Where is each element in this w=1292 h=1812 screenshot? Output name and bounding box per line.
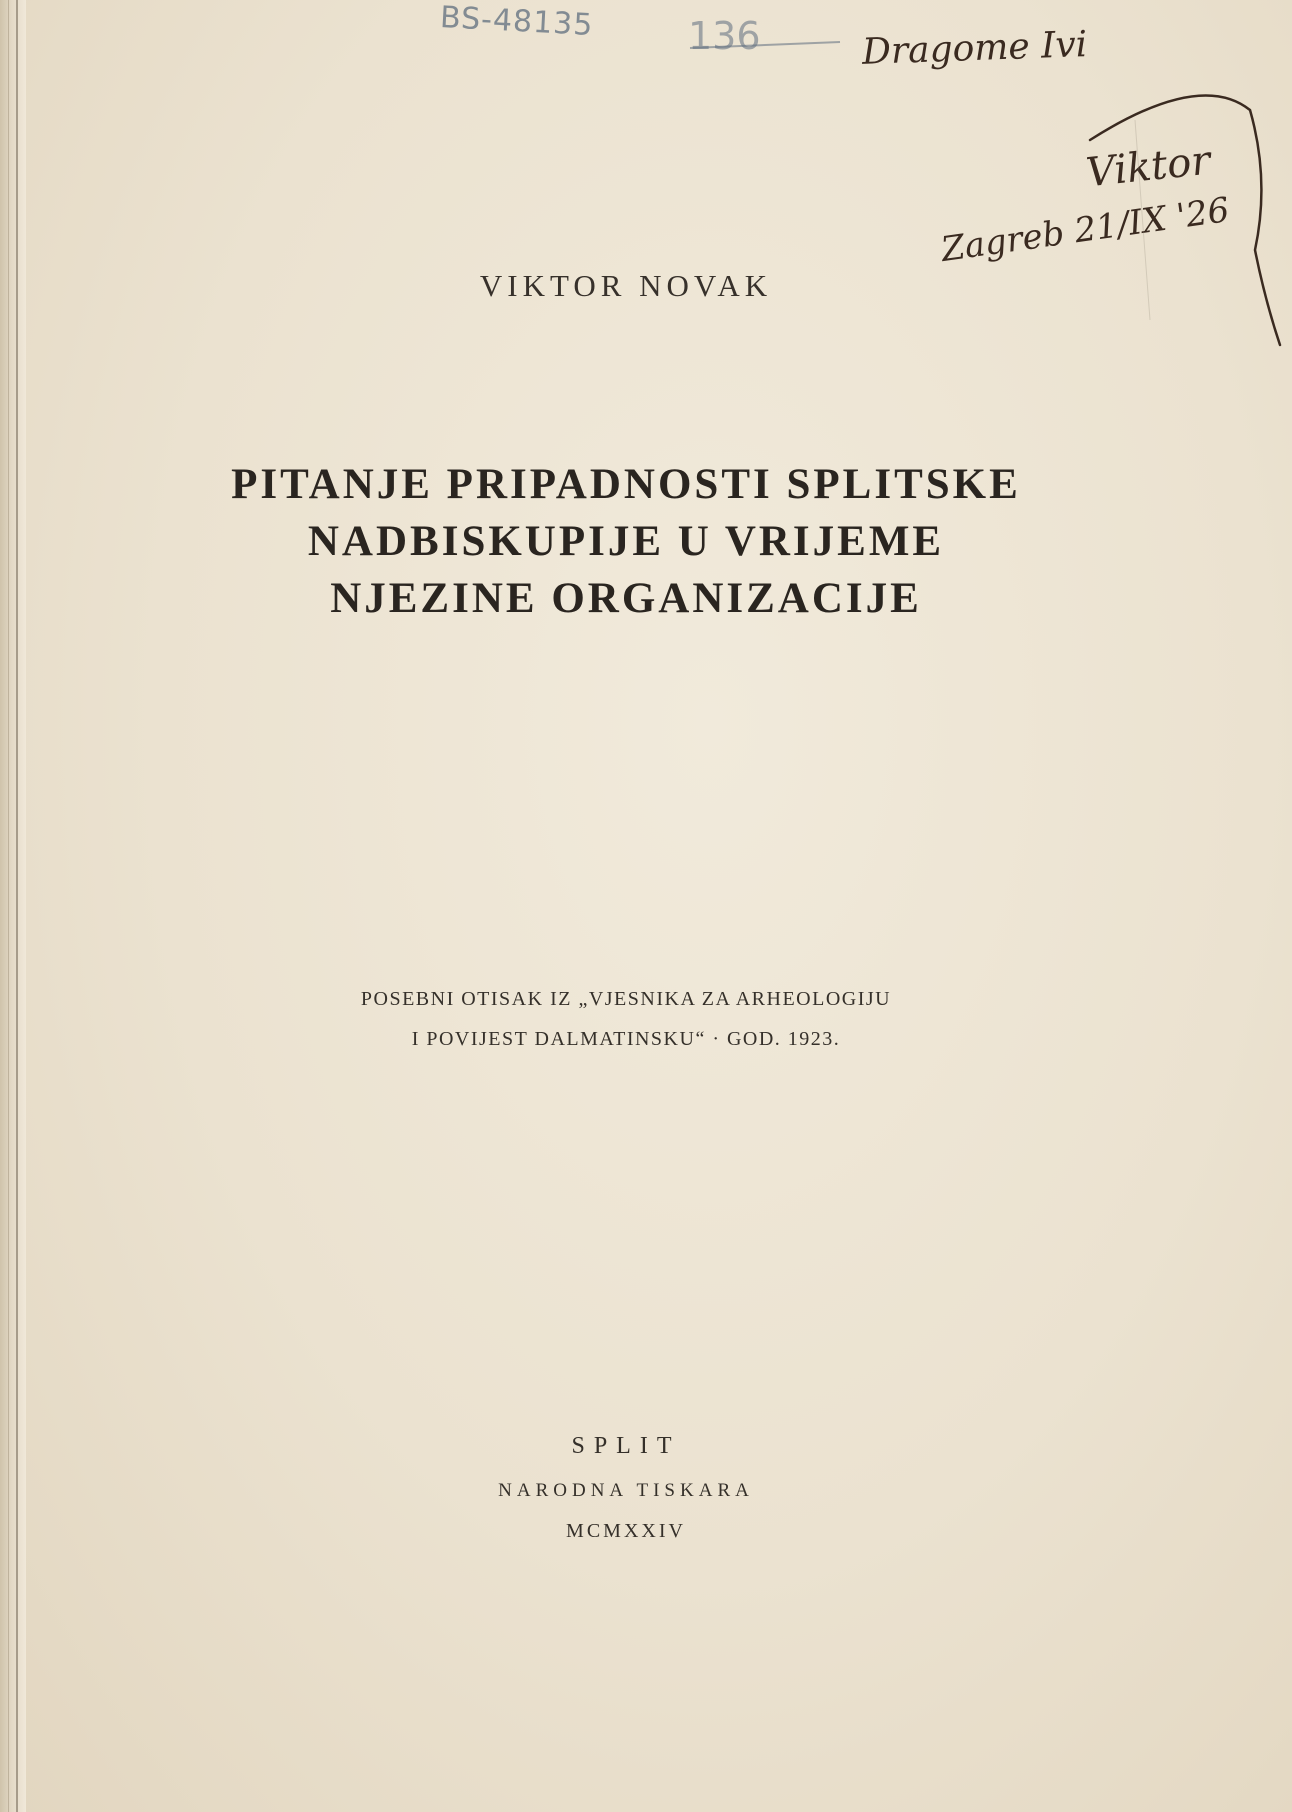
reverse-side-show-through [150, 630, 1010, 747]
pencil-number-note: 136 [688, 14, 761, 58]
handwritten-dedication-line: Dragome Ivi [861, 24, 1088, 73]
author-name: VIKTOR NOVAK [479, 268, 773, 303]
handwritten-place-date: Zagreb 21/IX '26 [938, 189, 1232, 271]
offprint-note [0, 979, 1252, 1059]
title-line: NADBISKUPIJE U VRIJEME [307, 518, 945, 565]
title-line: PITANJE PRIPADNOSTI SPLITSKE [231, 461, 1021, 508]
offprint-line: I POVIJEST DALMATINSKU“ · GOD. 1923. [411, 1028, 841, 1050]
imprint-publisher: NARODNA TISKARA [498, 1480, 754, 1501]
shelfmark-pencil-note: BS-48135 [439, 0, 595, 43]
book-title [0, 456, 1252, 627]
imprint-place: SPLIT [571, 1433, 681, 1459]
title-line: NJEZINE ORGANIZACIJE [330, 575, 922, 622]
imprint-year: MCMXXIV [566, 1520, 686, 1542]
handwritten-signature: Viktor [1083, 137, 1213, 197]
offprint-line: POSEBNI OTISAK IZ „VJESNIKA ZA ARHEOLOGIJU [360, 988, 892, 1010]
